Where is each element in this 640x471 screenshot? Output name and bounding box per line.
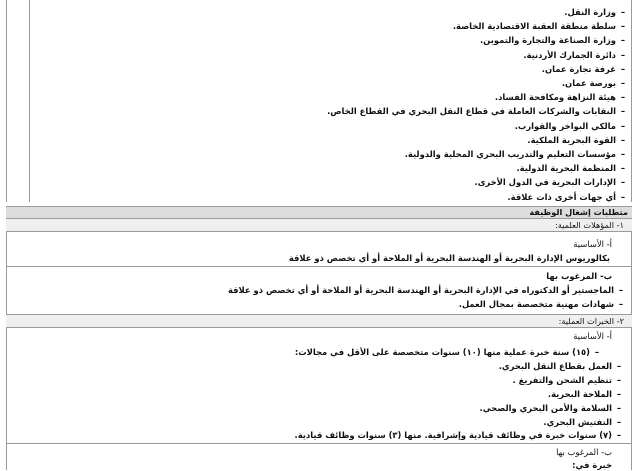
list-item — [480, 34, 630, 46]
experience-title: ٢- الخبرات العملية: — [558, 316, 624, 326]
list-item — [327, 105, 630, 117]
dash: – — [620, 7, 626, 17]
qualifications-title: ١- المؤهلات العلمية: — [555, 220, 624, 230]
column-divider — [29, 0, 30, 202]
experience-main-text: (١٥) سنة خبرة عملية منها (١٠) سنوات متخصصة على الأقل في مجالات: — [294, 347, 590, 357]
qualifications-preferred-label: ب- المرغوب بها — [546, 271, 612, 281]
list-item-text: غرفة تجارة عمان. — [541, 63, 616, 74]
dash: – — [616, 417, 622, 427]
list-item — [516, 162, 630, 174]
qualifications-header — [6, 219, 632, 232]
list-item — [542, 63, 630, 75]
section-title: متطلبات إشغال الوظيفة — [529, 207, 628, 217]
dash: – — [620, 177, 626, 188]
list-item — [453, 20, 630, 32]
list-item — [527, 134, 630, 146]
list-item-text: وزارة الصناعة والتجارة والتموين. — [480, 35, 616, 46]
list-item — [228, 284, 628, 296]
dash: – — [620, 106, 626, 117]
experience-leadership — [295, 429, 626, 441]
list-item — [515, 120, 630, 132]
job-description-page — [6, 0, 632, 470]
dash: – — [616, 361, 622, 371]
divider — [6, 266, 632, 267]
dash: – — [620, 191, 626, 202]
dash: – — [618, 285, 624, 295]
experience-basic-label: أ- الأساسية — [573, 331, 612, 341]
dash: – — [620, 49, 626, 60]
list-item — [459, 298, 628, 310]
list-item-text: الملاحة البحرية. — [547, 389, 612, 399]
dash: – — [620, 134, 626, 145]
list-item — [564, 6, 630, 18]
list-item-text: هيئة النزاهة ومكافحة الفساد. — [494, 92, 616, 103]
dash: – — [616, 403, 622, 413]
list-item-text: وزارة النقل. — [564, 7, 616, 17]
list-item-text: دائرة الجمارك الأردنية. — [523, 49, 616, 60]
experience-preferred-label: ب- المرغوب بها — [556, 447, 612, 457]
list-item — [507, 191, 630, 203]
list-item-text: بورصة عمان. — [561, 78, 616, 88]
list-item-text: أي جهات أخرى ذات علاقة. — [507, 191, 616, 202]
list-item — [548, 388, 626, 400]
experience-main-item — [295, 346, 604, 358]
dash: – — [620, 163, 626, 174]
dash: – — [616, 389, 622, 399]
dash: – — [620, 21, 626, 32]
dash: – — [620, 63, 626, 74]
dash: – — [616, 430, 622, 440]
list-item-text: الماجستير أو الدكتوراه في الإدارة البحرية أو الهندسة البحرية أو الملاحة أو أي تخصص ذو علاقة — [227, 285, 614, 295]
dash: – — [620, 92, 626, 103]
list-item — [480, 402, 626, 414]
list-item — [475, 176, 630, 188]
list-item-text: سلطة منطقة العقبة الاقتصادية الخاصة. — [452, 21, 616, 32]
dash: – — [620, 78, 626, 88]
list-item-text: التفتيش البحري. — [543, 417, 612, 427]
dash: – — [620, 120, 626, 131]
list-item — [513, 374, 627, 386]
list-item — [523, 49, 630, 61]
divider — [6, 443, 632, 444]
list-item — [499, 360, 626, 372]
list-item-text: المنظمة البحرية الدولية. — [516, 163, 616, 174]
list-item-text: مالكي البواخر والقوارب. — [514, 120, 616, 131]
dash: – — [620, 149, 626, 159]
list-item-text: العمل بقطاع النقل البحري. — [498, 361, 612, 371]
list-item-text: الإدارات البحرية في الدول الأخرى. — [474, 177, 616, 188]
list-item-text: تنظيم الشحن والتفريغ . — [512, 375, 612, 385]
experience-preferred-partial: خبرة في: — [572, 460, 612, 470]
qualifications-basic-label: أ- الأساسية — [573, 239, 612, 249]
dash: – — [620, 35, 626, 46]
experience-header — [6, 314, 632, 328]
list-item-text: السلامة والأمن البحري والصحي. — [479, 403, 612, 413]
qualifications-basic-text: بكالوريوس الإدارة البحرية أو الهندسة البحرية أو الملاحة أو أي تخصص ذو علاقة — [288, 253, 610, 263]
list-item-text: شهادات مهنية متخصصة بمجال العمل. — [458, 299, 614, 309]
experience-leadership-text: (٧) سنوات خبرة في وظائف قيادية وإشرافية. منها (٣) سنوات وظائف قيادية. — [294, 430, 612, 440]
list-item — [562, 77, 630, 89]
list-item-text: النقابات والشركات العاملة في قطاع النقل البحري في القطاع الخاص. — [327, 106, 616, 117]
dash: – — [618, 299, 624, 309]
dash: – — [616, 375, 622, 385]
list-item — [543, 416, 626, 428]
experience-frame — [6, 314, 632, 470]
list-item — [405, 148, 630, 160]
list-item-text: مؤسسات التعليم والتدريب البحري المحلية والدولية. — [404, 149, 616, 159]
dash: – — [594, 347, 600, 357]
list-item-text: القوة البحرية الملكية. — [527, 134, 616, 145]
list-item — [495, 91, 630, 103]
